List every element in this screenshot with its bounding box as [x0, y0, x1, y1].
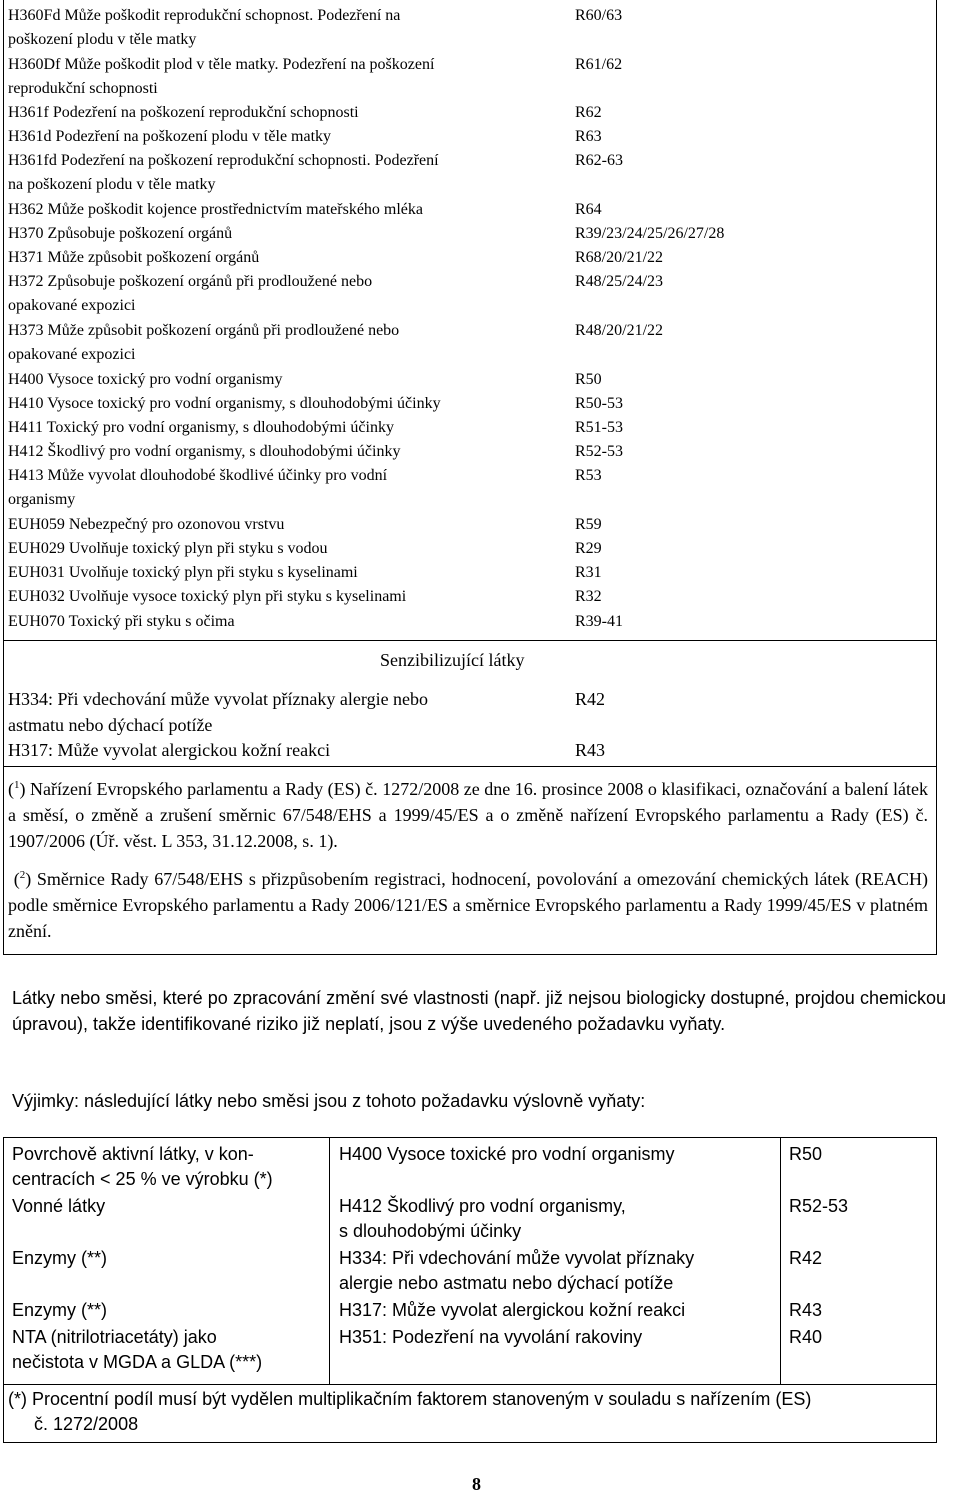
risk-code: R60/63 [575, 7, 623, 24]
risk-code: R42 [575, 689, 606, 709]
hazard-statement: H410 Vysoce toxický pro vodní organismy, s dlouhodobými účinky [8, 395, 441, 412]
hazard-statement: H361fd Podezření na poškození reprodukční schopnosti. Podezření na poškození plodu v těle matky [8, 152, 439, 193]
hazard-statement: H334: Při vdechování může vyvolat příznaky alergie nebo astmatu nebo dýchací potíže [8, 689, 429, 735]
page-number: 8 [472, 1474, 481, 1494]
risk-code: R48/20/21/22 [575, 322, 664, 339]
sensitizing-title: Senzibilizující látky [380, 650, 525, 670]
risk-code: R43 [575, 740, 606, 760]
col-divider-1 [329, 1138, 330, 1384]
risk-code: R29 [575, 540, 602, 557]
exception-code: R50 [789, 1144, 823, 1164]
hazard-statement: H411 Toxický pro vodní organismy, s dlouhodobými účinky [8, 419, 394, 436]
exception-substance: Povrchově aktivní látky, v kon- centracích < 25 % ve výrobku (*) [12, 1144, 273, 1189]
exceptions-note-divider [4, 1384, 936, 1385]
exception-hazard: H351: Podezření na vyvolání rakoviny [339, 1327, 643, 1347]
risk-code: R53 [575, 467, 602, 484]
exception-substance: NTA (nitrilotriacetáty) jako nečistota v MGDA a GLDA (***) [12, 1327, 263, 1372]
hazard-statement: H360Df Může poškodit plod v těle matky. Podezření na poškození reprodukční schopnosti [8, 56, 435, 97]
footnote-divider [4, 766, 936, 767]
hazard-statement: EUH032 Uvolňuje vysoce toxický plyn při styku s kyselinami [8, 588, 407, 605]
exception-code: R52-53 [789, 1196, 849, 1216]
hazard-statement: H361d Podezření na poškození plodu v těle matky [8, 128, 332, 145]
risk-code: R50-53 [575, 395, 623, 412]
exception-hazard: H412 Škodlivý pro vodní organismy, s dlouhodobými účinky [339, 1196, 626, 1241]
footnote-2: ($^2$) Směrnice Rady 67/548/EHS s přizpůsobením registraci, hodnocení, povolování a omezování chemických látek (REACH) podle směrnice Evropského parlamentu a Rady 2006/121/ES a směrnice Evropského parlamentu a Rady 1999/45/ES v platném znění. [8, 869, 928, 941]
hazard-statement: H370 Způsobuje poškození orgánů [8, 225, 233, 242]
risk-code: R48/25/24/23 [575, 273, 664, 290]
risk-code: R62 [575, 104, 602, 121]
col-divider-2 [780, 1138, 781, 1384]
section-divider [4, 640, 936, 641]
exception-substance: Enzymy (**) [12, 1300, 108, 1320]
exception-hazard: H317: Může vyvolat alergickou kožní reakci [339, 1300, 686, 1320]
exceptions-note: (*) Procentní podíl musí být vydělen multiplikačním faktorem stanoveným v souladu s nařízením (ES) č. 1272/2008 [8, 1389, 812, 1434]
hazard-statement: H373 Může způsobit poškození orgánů při prodloužené nebo opakované expozici [8, 322, 400, 363]
hazard-statement: H371 Může způsobit poškození orgánů [8, 249, 260, 266]
hazard-statement: H400 Vysoce toxický pro vodní organismy [8, 371, 283, 388]
risk-code: R39-41 [575, 613, 623, 630]
hazard-statement: H413 Může vyvolat dlouhodobé škodlivé účinky pro vodní organismy [8, 467, 388, 508]
risk-code: R39/23/24/25/26/27/28 [575, 225, 725, 242]
risk-code: R32 [575, 588, 602, 605]
hazard-statement: H362 Může poškodit kojence prostřednictvím mateřského mléka [8, 201, 424, 218]
hazard-statement: H317: Může vyvolat alergickou kožní reakci [8, 740, 331, 760]
paragraph-exceptions-intro: Výjimky: následující látky nebo směsi jsou z tohoto požadavku výslovně vyňaty: [12, 1091, 646, 1111]
hazard-statement: H372 Způsobuje poškození orgánů při prodloužené nebo opakované expozici [8, 273, 373, 314]
paragraph-exempt: Látky nebo směsi, které po zpracování změní své vlastnosti (např. již nejsou biologicky dostupné, projdou chemickou úpravou), takže identifikované riziko již neplatí, jsou z výše uvedeného požadavku vyňaty. [12, 988, 946, 1034]
exception-substance: Enzymy (**) [12, 1248, 108, 1268]
exception-code: R43 [789, 1300, 823, 1320]
risk-code: R63 [575, 128, 602, 145]
risk-code: R59 [575, 516, 602, 533]
hazard-statement: EUH029 Uvolňuje toxický plyn při styku s vodou [8, 540, 328, 557]
risk-code: R51-53 [575, 419, 623, 436]
risk-code: R50 [575, 371, 602, 388]
exception-hazard: H334: Při vdechování může vyvolat příznaky alergie nebo astmatu nebo dýchací potíže [339, 1248, 695, 1293]
exception-code: R40 [789, 1327, 823, 1347]
exception-substance: Vonné látky [12, 1196, 106, 1216]
risk-code: R52-53 [575, 443, 623, 460]
risk-code: R68/20/21/22 [575, 249, 664, 266]
exception-code: R42 [789, 1248, 823, 1268]
exception-hazard: H400 Vysoce toxické pro vodní organismy [339, 1144, 675, 1164]
risk-code: R62-63 [575, 152, 623, 169]
hazard-statement: EUH070 Toxický při styku s očima [8, 613, 235, 630]
risk-code: R61/62 [575, 56, 623, 73]
hazard-statement: EUH059 Nebezpečný pro ozonovou vrstvu [8, 516, 285, 533]
risk-code: R64 [575, 201, 602, 218]
footnote-1: ($^1$) Nařízení Evropského parlamentu a Rady (ES) č. 1272/2008 ze dne 16. prosince 2008 o klasifikaci, označování a balení látek a směsí, o změně a zrušení směrnic 67/548/EHS a 1999/45/ES a o změně nařízení Evropského parlamentu a Rady (ES) č. 1907/2006 (Úř. věst. L 353, 31.12.2008, s. 1). [8, 779, 928, 851]
risk-code: R31 [575, 564, 602, 581]
hazard-statement: H412 Škodlivý pro vodní organismy, s dlouhodobými účinky [8, 443, 401, 460]
hazard-statement: EUH031 Uvolňuje toxický plyn při styku s kyselinami [8, 564, 358, 581]
hazard-statement: H361f Podezření na poškození reprodukční schopnosti [8, 104, 359, 121]
hazard-statement: H360Fd Může poškodit reprodukční schopnost. Podezření na poškození plodu v těle matky [8, 7, 401, 48]
